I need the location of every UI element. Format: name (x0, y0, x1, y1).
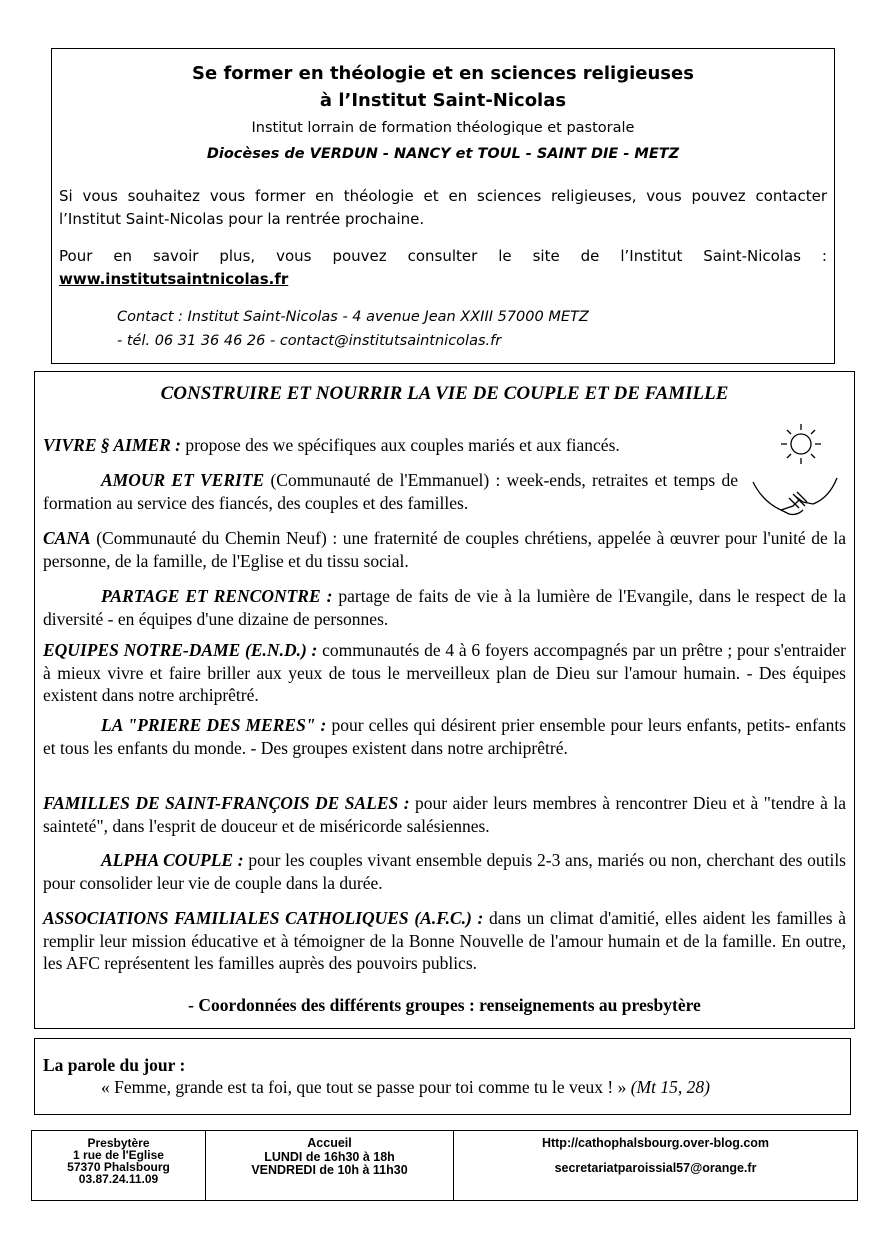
list-item (43, 792, 846, 837)
formation-title-line1: Se former en théologie et en sciences religieuses (192, 63, 694, 84)
list-item (43, 849, 846, 894)
item-heading: FAMILLES DE SAINT-FRANÇOIS DE SALES : (43, 793, 410, 813)
contact-web-info (454, 1131, 857, 1200)
formation-dioceses: Diocèses de VERDUN - NANCY et TOUL - SAINT DIE - METZ (206, 146, 680, 162)
item-heading: VIVRE § AIMER : (43, 435, 181, 455)
formation-box (51, 48, 835, 364)
item-heading: ALPHA COUPLE : (101, 850, 244, 870)
presbytere-street: 1 rue de l'Eglise (73, 1148, 164, 1162)
item-text: partage de faits de vie à la lumière de l'Evangile, dans le respect de la diversité - en équipes d'une dizaine de personnes. (43, 586, 846, 629)
item-heading: CANA (43, 528, 91, 548)
accueil-label: Accueil (307, 1136, 352, 1150)
accueil-monday: LUNDI de 16h30 à 18h (264, 1149, 395, 1164)
list-item (43, 639, 846, 707)
formation-title-line2: à l’Institut Saint-Nicolas (319, 90, 567, 111)
couple-family-title: CONSTRUIRE ET NOURRIR LA VIE DE COUPLE ET DE FAMILLE (160, 383, 729, 404)
formation-paragraph-2-text: Pour en savoir plus, vous pouvez consulter le site de l’Institut Saint-Nicolas : (59, 247, 827, 265)
item-text: (Communauté de l'Emmanuel) : week-ends, retraites et temps de formation au service des fiancés, des couples et des familles. (43, 470, 738, 513)
item-text: pour aider leurs membres à rencontrer Dieu et à "tendre à la sainteté", dans l'esprit de douceur et de miséricorde salésiennes. (43, 793, 846, 836)
accueil-info (206, 1131, 454, 1200)
sun-handshake-illustration (749, 422, 843, 518)
info-footer (31, 1130, 858, 1201)
word-of-day-heading: La parole du jour : (43, 1055, 186, 1075)
item-text: communautés de 4 à 6 foyers accompagnés par un prêtre ; pour s'entraider à mieux vivre et faire briller aux yeux de tous le merveilleux plan de Dieu sur l'amour humain. - Des équipes existent dans notre archiprêtré. (43, 640, 846, 705)
email-link[interactable]: secretariatparoissial57@orange.fr (554, 1161, 757, 1175)
presbytere-label: Presbytère (87, 1136, 150, 1150)
list-item (43, 434, 846, 457)
blog-link[interactable]: Http://cathophalsbourg.over-blog.com (541, 1136, 770, 1150)
presbytere-info (32, 1131, 206, 1200)
word-of-day-box (34, 1038, 851, 1115)
list-item (43, 527, 846, 572)
list-item (43, 907, 846, 975)
item-heading: PARTAGE ET RENCONTRE : (101, 586, 333, 606)
item-heading: AMOUR ET VERITE (101, 470, 265, 490)
presbytere-phone: 03.87.24.11.09 (78, 1172, 159, 1186)
item-text: pour les couples vivant ensemble depuis 2-3 ans, mariés ou non, cherchant des outils pour consolider leur vie de couple dans la durée. (43, 850, 846, 893)
item-heading: ASSOCIATIONS FAMILIALES CATHOLIQUES (A.F.C.) : (43, 908, 484, 928)
item-text: pour celles qui désirent prier ensemble pour leurs enfants, petits- enfants et tous les enfants du monde. - Des groupes existent dans notre archiprêtré. (43, 715, 846, 758)
list-item (43, 585, 846, 630)
formation-subtitle: Institut lorrain de formation théologique et pastorale (251, 120, 635, 136)
website-link[interactable]: www.institutsaintnicolas.fr (59, 270, 289, 288)
item-text: (Communauté du Chemin Neuf) : une fraternité de couples chrétiens, appelée à œuvrer pour l'unité de la personne, de la famille, de l'Eglise et du tissu social. (43, 528, 846, 571)
quote-text: « Femme, grande est ta foi, que tout se passe pour toi comme tu le veux ! » (101, 1077, 631, 1097)
accueil-friday: VENDREDI de 10h à 11h30 (251, 1163, 408, 1177)
formation-paragraph-2 (59, 245, 827, 291)
couple-family-footer: - Coordonnées des différents groupes : renseignements au presbytère (188, 995, 701, 1015)
item-text: dans un climat d'amitié, elles aident les familles à remplir leur mission éducative et à témoigner de la Bonne Nouvelle de l'amour humain et de la famille. En outre, les AFC représentent les familles auprès des pouvoirs publics. (43, 908, 847, 973)
contact-phone-email: - tél. 06 31 36 46 26 - contact@institutsaintnicolas.fr (117, 333, 502, 349)
item-heading: LA "PRIERE DES MERES" : (101, 715, 327, 735)
word-of-day-quote (101, 1077, 710, 1098)
contact-address: Contact : Institut Saint-Nicolas - 4 avenue Jean XXIII 57000 METZ (117, 309, 589, 325)
formation-paragraph-1: Si vous souhaitez vous former en théologie et en sciences religieuses, vous pouvez contacter l’Institut Saint-Nicolas pour la rentrée prochaine. (59, 187, 827, 228)
item-heading: EQUIPES NOTRE-DAME (E.N.D.) : (43, 640, 318, 660)
quote-reference: (Mt 15, 28) (630, 1077, 710, 1097)
list-item (43, 714, 846, 759)
list-item (43, 469, 738, 514)
item-text: propose des we spécifiques aux couples mariés et aux fiancés. (180, 435, 620, 455)
presbytere-city: 57370 Phalsbourg (67, 1160, 170, 1174)
couple-family-box (34, 371, 855, 1029)
